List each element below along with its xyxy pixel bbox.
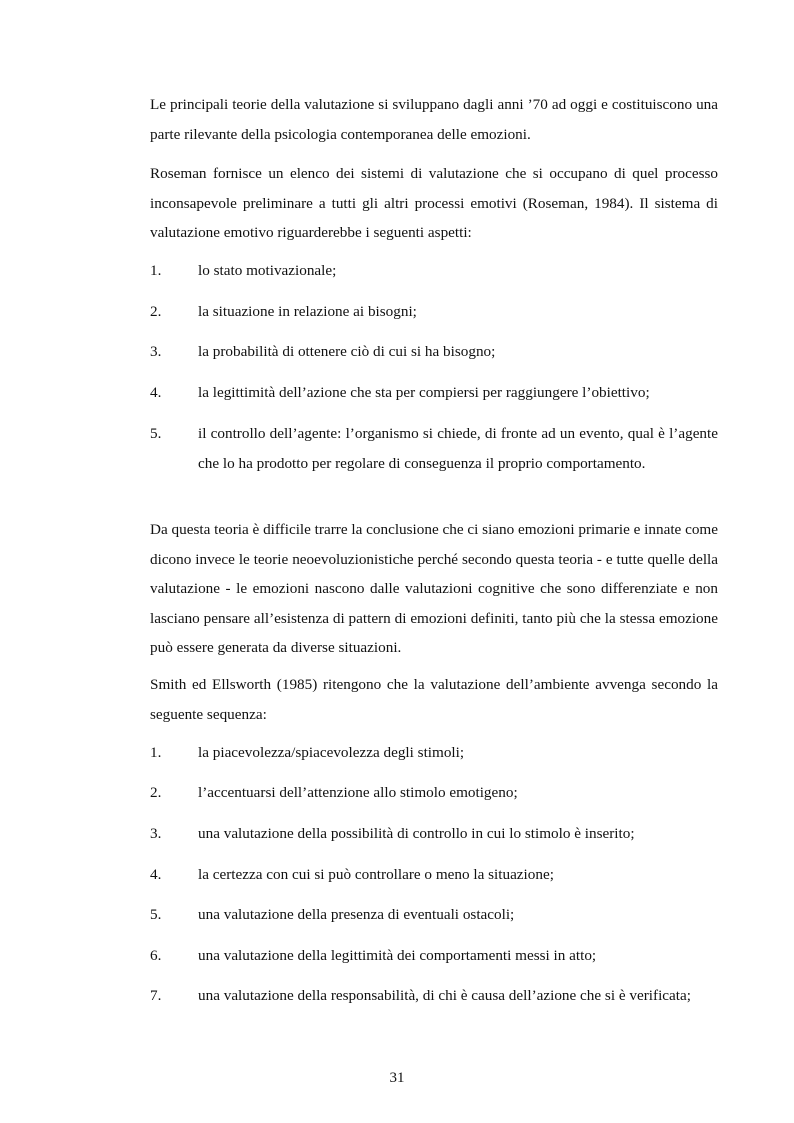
list-item-number: 2. (150, 303, 162, 320)
list-item (150, 256, 718, 286)
list-item-number: 3. (150, 825, 162, 842)
list-item (150, 860, 718, 890)
paragraph-smith-ellsworth (150, 670, 718, 729)
paragraph-text: Roseman fornisce un elenco dei sistemi di valutazione che si occupano di quel processo inconsapevole preliminare a tutti gli altri processi emotivi (Roseman, 1984). Il sistema di valutazione emotivo riguarderebbe i seguenti aspetti: (150, 165, 718, 241)
list-item-number: 1. (150, 262, 162, 279)
list-item-number: 7. (150, 987, 162, 1004)
list-item-text: l’accentuarsi dell’attenzione allo stimolo emotigeno; (198, 784, 518, 801)
list-item-text: il controllo dell’agente: l’organismo si chiede, di fronte ad un evento, qual è l’agente che lo ha prodotto per regolare di conseguenza il proprio comportamento. (198, 425, 718, 472)
list-item-text: una valutazione della possibilità di controllo in cui lo stimolo è inserito; (198, 825, 635, 842)
paragraph-roseman (150, 159, 718, 248)
list-item-text: la legittimità dell’azione che sta per compiersi per raggiungere l’obiettivo; (198, 384, 650, 401)
list-item (150, 819, 718, 849)
list-item (150, 981, 718, 1011)
list-item (150, 778, 718, 808)
list-item-text: lo stato motivazionale; (198, 262, 337, 279)
list-item-number: 4. (150, 384, 162, 401)
list-item (150, 738, 718, 768)
list-item (150, 378, 718, 408)
list-item-text: la certezza con cui si può controllare o meno la situazione; (198, 866, 554, 883)
list-item-number: 2. (150, 784, 162, 801)
list-item-text: la piacevolezza/spiacevolezza degli stimoli; (198, 744, 465, 761)
list-item-number: 3. (150, 343, 162, 360)
list-item (150, 297, 718, 327)
list-item (150, 941, 718, 971)
list-item-number: 6. (150, 947, 162, 964)
list-item-number: 4. (150, 866, 162, 883)
list-item-number: 1. (150, 744, 162, 761)
page-number: 31 (389, 1070, 405, 1086)
list-item (150, 419, 718, 478)
paragraph-conclusion (150, 515, 718, 663)
list-item-number: 5. (150, 425, 162, 442)
list-item-text: la probabilità di ottenere ciò di cui si ha bisogno; (198, 343, 496, 360)
paragraph-intro (150, 90, 718, 149)
list-item-number: 5. (150, 906, 162, 923)
list-item (150, 900, 718, 930)
paragraph-text: Le principali teorie della valutazione si sviluppano dagli anni ’70 ad oggi e costituiscono una parte rilevante della psicologia contemporanea delle emozioni. (150, 96, 718, 143)
list-item (150, 337, 718, 367)
list-item-text: una valutazione della legittimità dei comportamenti messi in atto; (198, 947, 597, 964)
list-item-text: la situazione in relazione ai bisogni; (198, 303, 417, 320)
list-item-text: una valutazione della presenza di eventuali ostacoli; (198, 906, 515, 923)
paragraph-text: Smith ed Ellsworth (1985) ritengono che la valutazione dell’ambiente avvenga secondo la seguente sequenza: (150, 676, 718, 723)
list-item-text: una valutazione della responsabilità, di chi è causa dell’azione che si è verificata; (198, 987, 691, 1004)
paragraph-text: Da questa teoria è difficile trarre la conclusione che ci siano emozioni primarie e innate come dicono invece le teorie neoevoluzionistiche perché secondo questa teoria - e tutte quelle della valutazione - le emozioni nascono dalle valutazioni cognitive che sono differenziate e non lasciano pensare all’esistenza di pattern di emozioni definiti, tanto più che la stessa emozione può essere generata da diverse situazioni. (150, 521, 718, 656)
